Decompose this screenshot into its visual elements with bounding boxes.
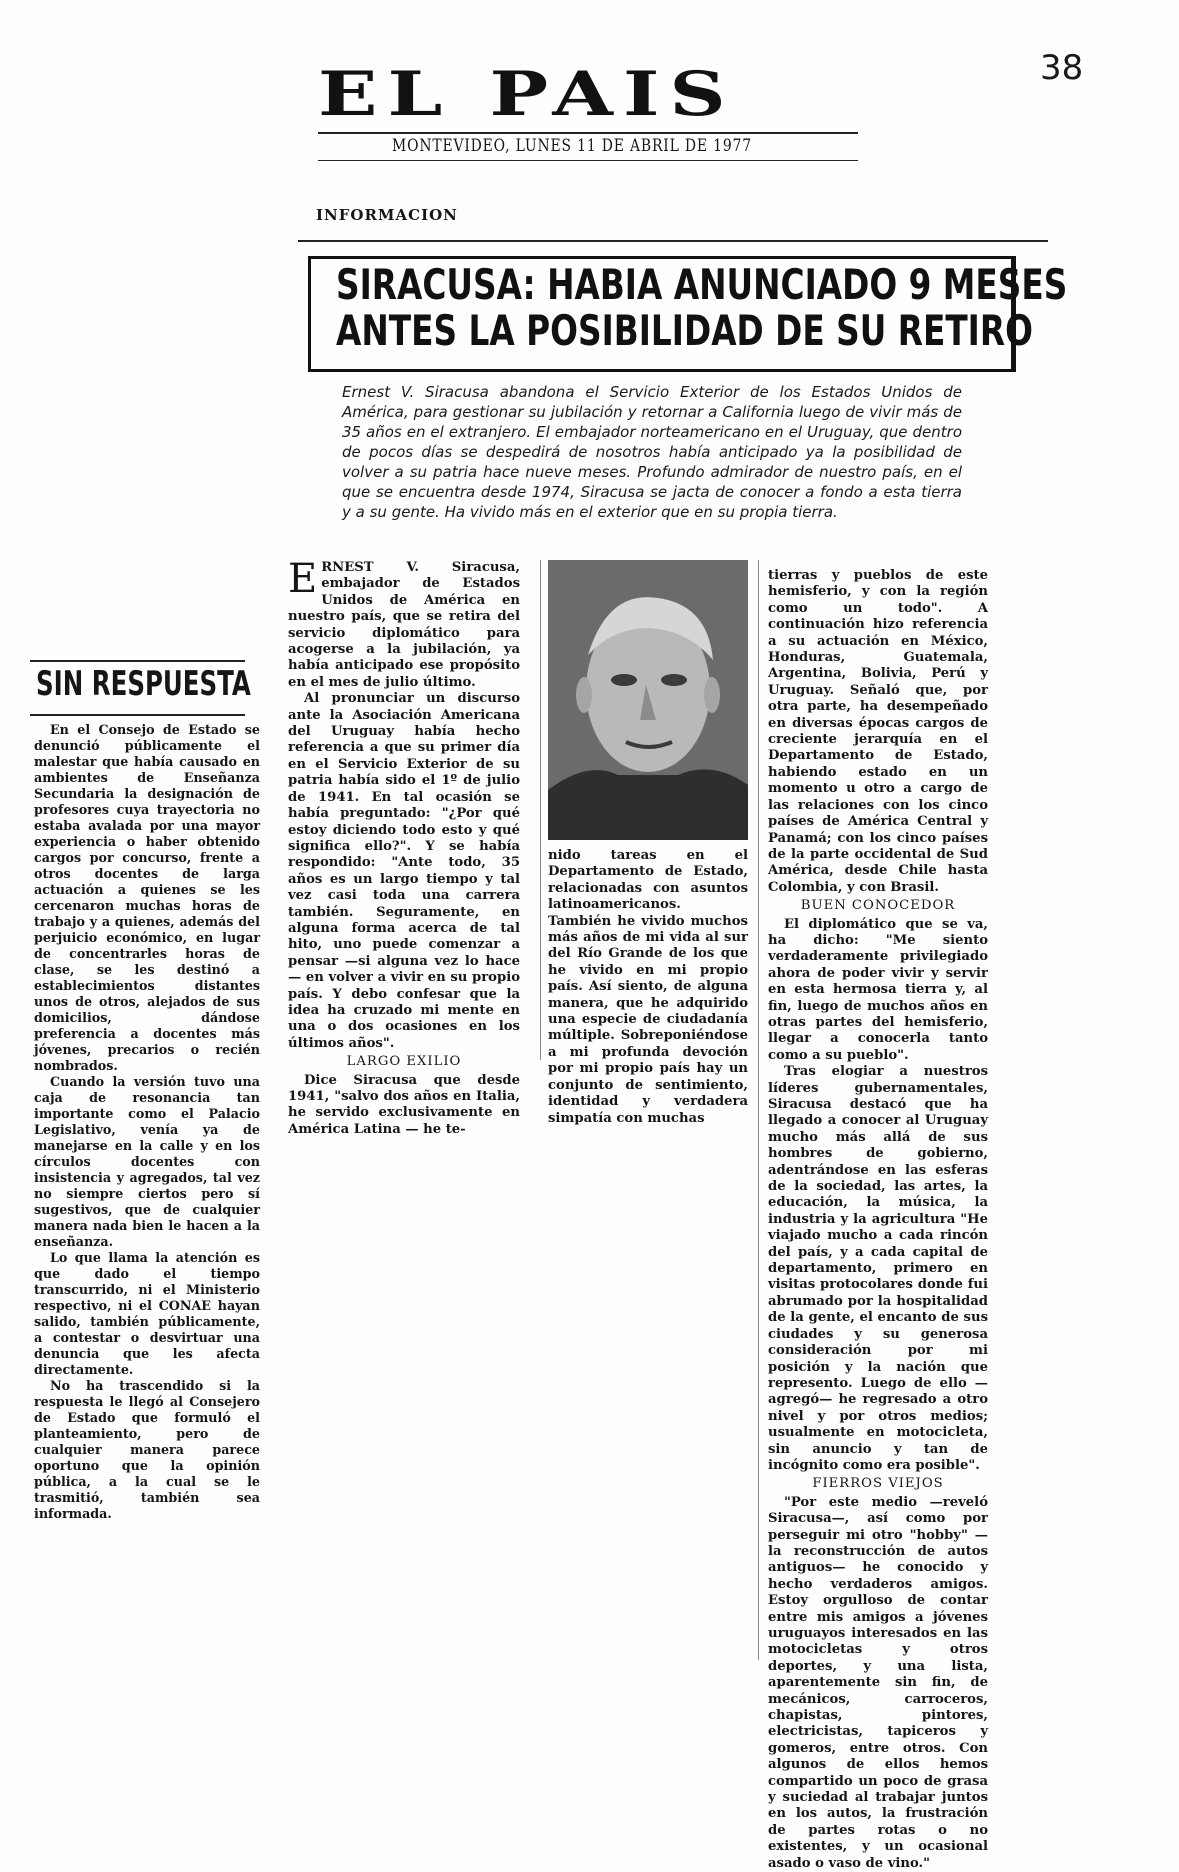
sidebar-top-rule: [30, 660, 245, 662]
headline-line-2: ANTES LA POSIBILIDAD DE SU RETIRO: [336, 306, 1033, 355]
article-paragraph: "Por este medio —reveló Siracusa—, así como por perseguir mi otro "hobby" —la reconstrucción de autos antiguos— he conocido y hecho verdaderos amigos. Estoy orgulloso de contar entre mis amigos a jóvenes uruguayos interesados en las motocicletas y otros deportes, y una lista, aparentemente sin fin, de mecánicos, carroceros, chapistas, pintores, electricistas, tapiceros y gomeros, entre otros. Con algunos de ellos hemos compartido un poco de grasa y suciedad al trabajar juntos en los autos, la frustración de partes rotas o no existentes, y un ocasional asado o vaso de vino.": [768, 1494, 988, 1871]
article-column-1: [288, 556, 520, 1138]
masthead: [318, 59, 828, 134]
article-paragraph: Al pronunciar un discurso ante la Asociación Americana del Uruguay había hecho referencia a que su primer día en el Servicio Exterior de su patria había sido el 1º de julio de 1941. En tal ocasión se había preguntado: "¿Por qué estoy diciendo todo esto y qué significa ello?". Y se había respondido: "Ante todo, 35 años es un largo tiempo y tal vez casi toda una carrera también. Seguramente, en alguna forma acerca de tal hito, uno puede comenzar a pensar —si alguna vez lo hace— en volver a vivir en su propio país. Y debo confesar que la idea ha cruzado mi mente en una o dos ocasiones en los últimos años".: [288, 691, 520, 1051]
article-paragraph: RNEST V. Siracusa, embajador de Estados Unidos de América en nuestro país, que se retira del servicio diplomático para acogerse a la jubilación, ya había anticipado ese propósito en el mes de julio último.: [288, 560, 520, 690]
sidebar-headline: SIN RESPUESTA: [36, 664, 251, 704]
portrait-photo: [548, 560, 748, 840]
article-paragraph: nido tareas en el Departamento de Estado, relacionadas con asuntos latinoamericanos. También he vivido muchos más años de mi vida al sur del Río Grande de los que he vivido en mi propio país. Así siento, de alguna manera, que he adquirido una especie de ciudadanía múltiple. Sobreponiéndose a mi profunda devoción por mi propio país hay un conjunto de sentimiento, identidad y verdadera simpatía con muchas: [548, 848, 748, 1126]
sidebar-bottom-rule: [30, 714, 245, 716]
masthead-title: EL PAIS: [318, 59, 736, 131]
section-rule: [298, 240, 1048, 242]
subheading-buen-conocedor: BUEN CONOCEDOR: [800, 898, 956, 914]
section-label: INFORMACION: [316, 206, 458, 224]
article-column-3: [768, 568, 988, 1872]
sidebar-paragraph: No ha trascendido si la respuesta le llegó al Consejero de Estado que formuló el planteamiento, pero de cualquier manera parece oportuno que la opinión pública, a la cual se le trasmitió, también sea informada.: [34, 1378, 260, 1521]
subheading-largo-exilio: LARGO EXILIO: [346, 1054, 462, 1070]
headline-line-1: SIRACUSA: HABIA ANUNCIADO 9 MESES: [336, 260, 1068, 309]
column-divider: [540, 560, 541, 1060]
sidebar-column: [34, 722, 260, 1522]
article-paragraph: Dice Siracusa que desde 1941, "salvo dos años en Italia, he servido exclusivamente en América Latina — he te-: [288, 1072, 520, 1137]
article-lead: Ernest V. Siracusa abandona el Servicio Exterior de los Estados Unidos de América, para gestionar su jubilación y retornar a California luego de vivir más de 35 años en el extranjero. El embajador norteamericano en el Uruguay, que dentro de pocos días se despedirá de nosotros había anticipado ya la posibilidad de volver a su patria hace nueve meses. Profundo admirador de nuestro país, en el que se encuentra desde 1974, Siracusa se jacta de conocer a fondo a esta tierra y a su gente. Ha vivido más en el exterior que en su propia tierra.: [342, 383, 962, 521]
sidebar-paragraph: En el Consejo de Estado se denunció públicamente el malestar que había causado en ambientes de Enseñanza Secundaria la designación de profesores cuya trayectoria no estaba avalada por una mayor experiencia o haber obtenido cargos por concurso, frente a otros docentes de larga actuación a quienes se les cercenaron muchas horas de trabajo y a quienes, además del perjuicio económico, en lugar de concentrarles horas de clase, se les destinó a establecimientos distantes unos de otros, alejados de sus domicilios, dándose preferencia a docentes más jóvenes, precarios o recién nombrados.: [34, 722, 260, 1073]
masthead-rule: [318, 132, 858, 134]
portrait-illustration: [548, 560, 748, 840]
dateline: MONTEVIDEO, LUNES 11 DE ABRIL DE 1977: [392, 136, 752, 156]
page-number: 38: [1040, 48, 1084, 88]
column-divider: [758, 560, 759, 1660]
subheading-fierros-viejos: FIERROS VIEJOS: [812, 1476, 944, 1492]
article-column-2: [548, 848, 748, 1127]
article-headline: [336, 260, 1068, 355]
dropcap: E: [288, 556, 318, 602]
article-paragraph: Tras elogiar a nuestros líderes gubernamentales, Siracusa destacó que ha llegado a conocer al Uruguay mucho más allá de sus hombres de gobierno, adentrándose en las esferas de la sociedad, las artes, la educación, la música, la industria y la agricultura "He viajado mucho a cada rincón del país, y a cada capital de departamento, primero en visitas protocolares donde fui abrumado por la hospitalidad de la gente, el encanto de sus ciudades y su generosa consideración por mi posición y la nación que represento. Luego de ello —agregó— he regresado a otro nivel y por otros medios; usualmente en motocicleta, sin anuncio y tan de incógnito como era posible".: [768, 1064, 988, 1473]
sidebar-paragraph: Lo que llama la atención es que dado el tiempo transcurrido, ni el Ministerio respectivo, ni el CONAE hayan salido, también públicamente, a contestar o desvirtuar una denuncia que les afecta directamente.: [34, 1250, 260, 1377]
article-paragraph: tierras y pueblos de este hemisferio, y con la región como un todo". A continuación hizo referencia a su actuación en México, Honduras, Guatemala, Argentina, Bolivia, Perú y Uruguay. Señaló que, por otra parte, ha desempeñado en diversas épocas cargos de creciente jerarquía en el Departamento de Estado, habiendo estado en un momento u otro a cargo de las relaciones con los cinco países de América Central y Panamá; con los cinco países de la parte occidental de Sud América, desde Chile hasta Colombia, y con Brasil.: [768, 568, 988, 895]
dateline-rule: [318, 160, 858, 161]
sidebar-paragraph: Cuando la versión tuvo una caja de resonancia tan importante como el Palacio Legislativo, venía ya de manejarse en la calle y en los círculos docentes con insistencia y agregados, tal vez no siempre ciertos pero sí sugestivos, que de cualquier manera nada bien le hacen a la enseñanza.: [34, 1074, 260, 1249]
article-paragraph: El diplomático que se va, ha dicho: "Me siento verdaderamente privilegiado ahora de poder vivir y servir en esta hermosa tierra y, al fin, luego de muchos años en otras partes del hemisferio, llegar a conocerla tanto como a su pueblo".: [768, 916, 988, 1063]
